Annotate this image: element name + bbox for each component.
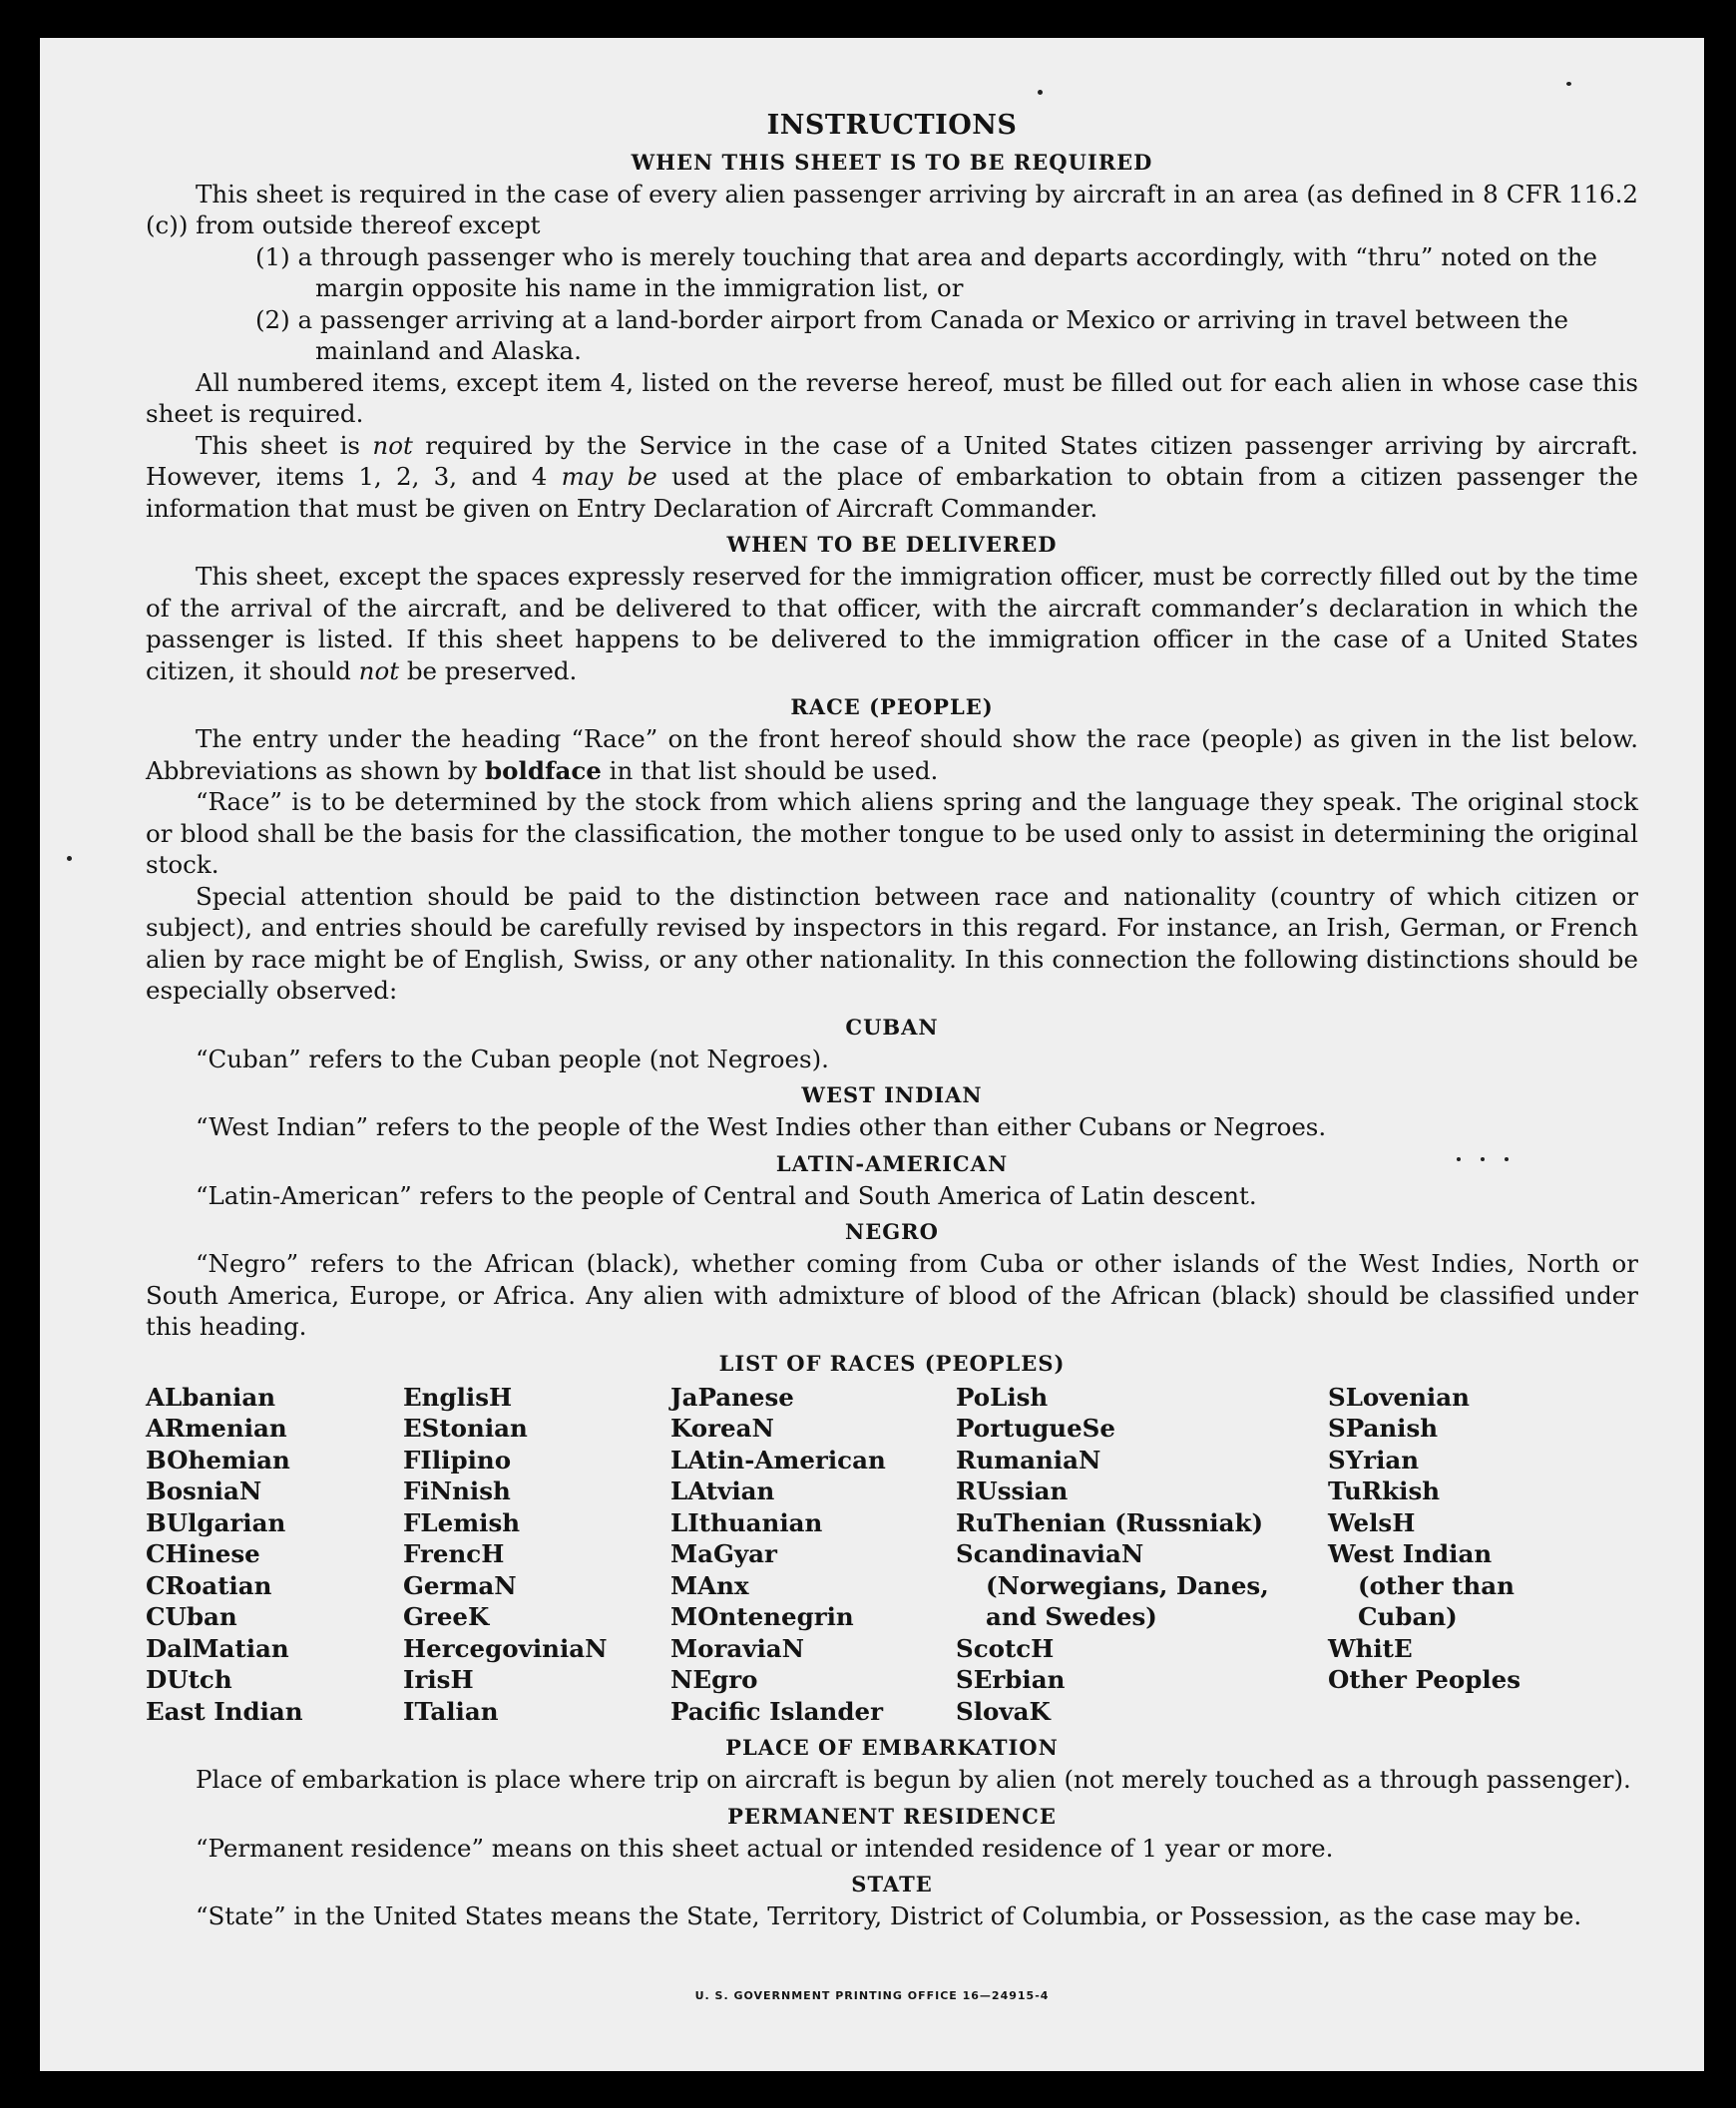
race-entry: MOntenegrin: [670, 1602, 854, 1631]
negro-definition: “Negro” refers to the African (black), whether coming from Cuba or other islands of the West Indies, North or South America, Europe, or Africa. Any alien with admixture of blood of the African (black) should be classified under this heading.: [146, 1249, 1638, 1341]
heading-race: RACE (PEOPLE): [790, 694, 994, 719]
race-entry: WhitE: [1328, 1633, 1413, 1663]
race-entry: FLemish: [403, 1507, 521, 1537]
heading-cuban: CUBAN: [845, 1014, 939, 1040]
race-entry: MaGyar: [670, 1539, 777, 1568]
race-entry: RumaniaN: [956, 1445, 1101, 1475]
race-entry: LAtin-American: [670, 1445, 886, 1475]
race-entry: TuRkish: [1328, 1476, 1441, 1505]
race-entry: SErbian: [956, 1665, 1066, 1694]
race-entry: RUssian: [956, 1476, 1069, 1505]
race-entry: SPanish: [1328, 1414, 1439, 1443]
instructions-body: [146, 110, 1638, 1932]
delivery-text-2: be preserved.: [399, 655, 578, 685]
race-entry: LAtvian: [670, 1476, 775, 1505]
delivery-paragraph: [146, 561, 1638, 686]
residence-definition: “Permanent residence” means on this sheet actual or intended residence of 1 year or more.: [196, 1833, 1334, 1863]
race-entry: GreeK: [403, 1602, 490, 1631]
race-entry: Other Peoples: [1328, 1665, 1521, 1694]
heading-latin-american: LATIN-AMERICAN: [775, 1150, 1009, 1176]
races-column-1: [146, 1382, 403, 1728]
race-entry: SlovaK: [956, 1696, 1051, 1726]
latin-american-definition: “Latin-American” refers to the people of Central and South America of Latin descent.: [196, 1180, 1257, 1210]
numbered-items-paragraph: All numbered items, except item 4, listed on the reverse hereof, must be filled out for each alien in whose case this sheet is required.: [146, 367, 1638, 428]
citizen-text-1: This sheet is: [196, 430, 373, 460]
race-entry: RuThenian (Russniak): [956, 1507, 1264, 1537]
heading-west-indian: WEST INDIAN: [801, 1082, 983, 1107]
heading-when-delivered: WHEN TO BE DELIVERED: [726, 532, 1058, 557]
race-entry: IrisH: [403, 1665, 474, 1694]
race-entry: ScandinaviaN (Norwegians, Danes, and Swedes): [956, 1539, 1269, 1631]
race-entry: EStonian: [403, 1414, 528, 1443]
race-entry: ScotcH: [956, 1633, 1055, 1663]
race-entry: MAnx: [670, 1570, 749, 1600]
citizen-text-2: required by the Service in the case of a United States citizen passenger arriving by aircraft. However, items 1, 2, 3, and 4: [146, 430, 1639, 491]
ink-speck: [67, 856, 72, 861]
race-entry: MoraviaN: [670, 1633, 805, 1663]
race-entry: BOhemian: [146, 1445, 290, 1475]
race-entry: DUtch: [146, 1665, 232, 1694]
race-paragraph-1: [146, 723, 1638, 786]
race-entry: BosniaN: [146, 1476, 262, 1505]
west-indian-definition: “West Indian” refers to the people of the West Indies other than either Cubans or Negroes.: [196, 1112, 1327, 1141]
race-entry: JaPanese: [670, 1382, 794, 1412]
race-text-2: in that list should be used.: [601, 755, 939, 785]
race-entry: GermaN: [403, 1570, 517, 1600]
race-paragraph-3: Special attention should be paid to the distinction between race and nationality (country of which citizen or subject), and entries should be carefully revised by inspectors in this regard. For instance, an Irish, German, or French alien by race might be of English, Swiss, or any other nationality. In this connection the following distinctions should be especially observed:: [146, 881, 1638, 1005]
citizen-paragraph: [146, 430, 1638, 525]
race-entry: PortugueSe: [956, 1414, 1115, 1443]
printing-office-imprint: U. S. GOVERNMENT PRINTING OFFICE 16—24915-4: [694, 1989, 1050, 2002]
races-column-5: [1328, 1382, 1582, 1728]
document-page: [40, 38, 1704, 2071]
race-entry: ITalian: [403, 1696, 499, 1726]
ink-speck: [1038, 90, 1043, 95]
race-entry: West Indian (other than Cuban): [1328, 1539, 1515, 1631]
citizen-emphasis-may-be: may be: [561, 462, 657, 491]
race-entry: DalMatian: [146, 1633, 289, 1663]
race-entry: CUban: [146, 1602, 237, 1631]
exception-item-1: (1) a through passenger who is merely touching that area and departs accordingly, with “thru” noted on the margin opposite his name in the immigration list, or: [255, 241, 1598, 302]
race-entry: ALbanian: [146, 1382, 276, 1412]
race-entry: ARmenian: [146, 1414, 287, 1443]
race-entry: EnglisH: [403, 1382, 513, 1412]
heading-negro: NEGRO: [845, 1219, 939, 1244]
races-list: [146, 1382, 1582, 1728]
when-required-intro: This sheet is required in the case of every alien passenger arriving by aircraft in an area (as defined in 8 CFR 116.2 (c)) from outside thereof except: [146, 179, 1638, 239]
citizen-emphasis-not: not: [372, 430, 413, 460]
race-entry: HercegoviniaN: [403, 1633, 608, 1663]
heading-embarkation: PLACE OF EMBARKATION: [725, 1735, 1059, 1760]
races-column-4: [956, 1382, 1328, 1728]
race-entry: PoLish: [956, 1382, 1049, 1412]
delivery-emphasis-not: not: [358, 655, 400, 685]
races-column-3: [670, 1382, 956, 1728]
race-entry: East Indian: [146, 1696, 303, 1726]
race-text-1: The entry under the heading “Race” on the front hereof should show the race (people) as given in the list below. Abbreviations as shown by: [146, 724, 1638, 785]
race-entry: FiNnish: [403, 1476, 511, 1505]
heading-permanent-residence: PERMANENT RESIDENCE: [727, 1803, 1057, 1829]
race-entry: SLovenian: [1328, 1382, 1470, 1412]
embarkation-definition: Place of embarkation is place where trip on aircraft is begun by alien (not merely touched as a through passenger).: [196, 1765, 1631, 1794]
race-entry: FrencH: [403, 1539, 505, 1568]
citizen-text-3: used at the place of embarkation to obtain from a citizen passenger the information that must be given on Entry Declaration of Aircraft Commander.: [146, 462, 1638, 523]
races-column-2: [403, 1382, 670, 1728]
race-boldface-word: boldface: [485, 755, 602, 785]
cuban-definition: “Cuban” refers to the Cuban people (not Negroes).: [196, 1044, 829, 1073]
race-entry: SYrian: [1328, 1445, 1420, 1475]
heading-when-required: WHEN THIS SHEET IS TO BE REQUIRED: [631, 149, 1153, 175]
race-entry: CHinese: [146, 1539, 260, 1568]
page-title: INSTRUCTIONS: [766, 110, 1018, 141]
ink-speck: [1566, 82, 1571, 86]
race-entry: FIlipino: [403, 1445, 512, 1475]
heading-races-list: LIST OF RACES (PEOPLES): [718, 1350, 1066, 1376]
exception-item-2: (2) a passenger arriving at a land-border airport from Canada or Mexico or arriving in travel between the mainland and Alaska.: [255, 304, 1569, 365]
race-entry: Pacific Islander: [670, 1696, 883, 1726]
race-entry: LIthuanian: [670, 1507, 823, 1537]
race-entry: CRoatian: [146, 1570, 272, 1600]
race-entry: WelsH: [1328, 1507, 1416, 1537]
delivery-text-1: This sheet, except the spaces expressly reserved for the immigration officer, must be correctly filled out by the time of the arrival of the aircraft, and be delivered to that officer, with the aircraft commander’s declaration in which the passenger is listed. If this sheet happens to be delivered to the immigration officer in the case of a United States citizen, it should: [146, 562, 1638, 685]
heading-state: STATE: [851, 1872, 933, 1897]
race-entry: KoreaN: [670, 1414, 774, 1443]
race-entry: NEgro: [670, 1665, 758, 1694]
race-entry: BUlgarian: [146, 1507, 286, 1537]
race-paragraph-2: “Race” is to be determined by the stock from which aliens spring and the language they speak. The original stock or blood shall be the basis for the classification, the mother tongue to be used only to assist in determining the original stock.: [146, 787, 1638, 879]
state-definition: “State” in the United States means the State, Territory, District of Columbia, or Possession, as the case may be.: [196, 1901, 1582, 1930]
